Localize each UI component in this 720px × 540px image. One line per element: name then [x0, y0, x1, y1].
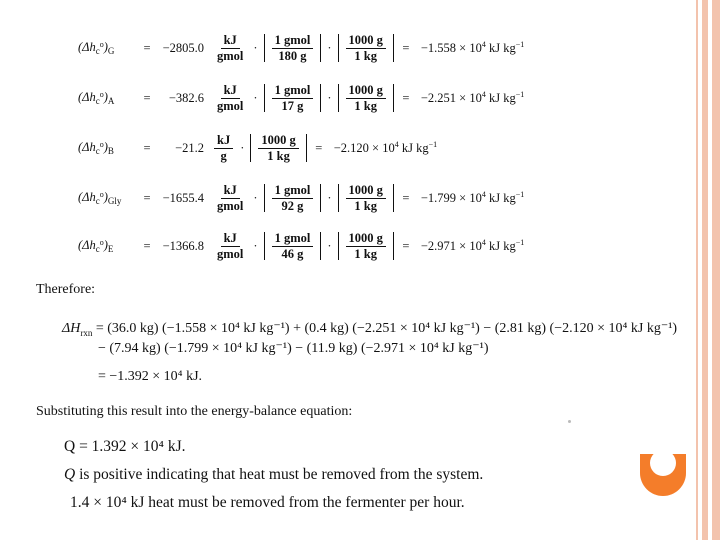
hrxn-equation-line-3: = −1.392 × 10⁴ kJ.	[98, 369, 203, 384]
combustion-value: −2805.0	[162, 40, 204, 55]
conversion-fraction: $\frac{\text{1 gmol}}{180 g}$	[272, 33, 314, 63]
equation-lhs: $(\Delta h_c^o)_B$	[78, 140, 114, 156]
equals-sign: =	[143, 238, 151, 253]
decorative-right-border	[688, 0, 720, 540]
equation-result: $-2.971 \times 10^4$ kJ $kg^{-1}$	[420, 237, 525, 254]
hrxn-equation-line-2: − (7.94 kg) (−1.799 × 10⁴ kJ kg⁻¹) − (11.9 kg) (−2.971 × 10⁴ kJ kg⁻¹)	[98, 341, 489, 356]
equation-lhs: $(\Delta h_c^o)_A$	[78, 90, 115, 106]
stray-dot	[568, 420, 571, 423]
equals-sign: =	[402, 190, 410, 205]
therefore-label: Therefore:	[36, 282, 96, 297]
combustion-value: −1655.4	[162, 190, 204, 205]
equation-row: $(\Delta h_c^o)_B$ = −21.2 $\frac{kJ}{g}$ · $\frac{1000 g}{1 kg}$ = $-2.120 \times 10^4$ kJ $kg^{-1}$	[78, 133, 438, 163]
conversion-fraction: $\frac{1000 g}{1 kg}$	[258, 133, 298, 163]
final-conclusion: 1.4 × 10⁴ kJ heat must be removed from the fermenter per hour.	[70, 494, 465, 511]
hrxn-equation-line-1	[62, 320, 677, 338]
equals-sign: =	[402, 40, 410, 55]
q-result: Q = 1.392 × 10⁴ kJ.	[64, 438, 186, 455]
positive-sentence-text: is positive indicating that heat must be removed from the system.	[75, 466, 484, 483]
unit-fraction: $\frac{kJ}{\text{gmol}}$	[217, 33, 244, 63]
equation-result: $-1.558 \times 10^4$ kJ $kg^{-1}$	[420, 39, 525, 56]
equation-row: $(\Delta h_c^o)_{Gly}$ = −1655.4 $\frac{kJ}{\text{gmol}}$ · $\frac{\text{1 gmol}}{92 g}$ · $\frac{1000 g}{1 kg}$ = $-1.799 \times 10^4$ kJ $kg^{-1}$	[78, 183, 525, 213]
equation-row: $(\Delta h_c^o)_A$ = −382.6 $\frac{kJ}{\text{gmol}}$ · $\frac{\text{1 gmol}}{17 g}$ · $\frac{1000 g}{1 kg}$ = $-2.251 \times 10^4$ kJ $kg^{-1}$	[78, 83, 525, 113]
conversion-fraction: $\frac{\text{1 gmol}}{17 g}$	[272, 83, 314, 113]
conversion-fraction: $\frac{\text{1 gmol}}{46 g}$	[272, 231, 314, 261]
equation-lhs: $(\Delta h_c^o)_E$	[78, 238, 114, 254]
equation-result: $-2.120 \times 10^4$ kJ $kg^{-1}$	[333, 139, 438, 156]
equation-row: $(\Delta h_c^o)_G$ = −2805.0 $\frac{kJ}{\text{gmol}}$ · $\frac{\text{1 gmol}}{180 g}$ · $\frac{1000 g}{1 kg}$ = $-1.558 \times 10^4$ kJ $kg^{-1}$	[78, 33, 525, 63]
combustion-value: −382.6	[168, 90, 204, 105]
substituting-sentence: Substituting this result into the energy-balance equation:	[36, 404, 353, 419]
equals-sign: =	[143, 90, 151, 105]
equation-lhs: $(\Delta h_c^o)_{Gly}$	[78, 190, 122, 206]
combustion-value: −21.2	[175, 140, 204, 155]
equals-sign: =	[143, 140, 151, 155]
equals-sign: =	[143, 40, 151, 55]
equals-sign: =	[315, 140, 323, 155]
conversion-fraction: $\frac{\text{1 gmol}}{92 g}$	[272, 183, 314, 213]
unit-fraction: $\frac{kJ}{\text{gmol}}$	[217, 183, 244, 213]
orange-accent-shape	[640, 454, 686, 496]
equation-result: $-2.251 \times 10^4$ kJ $kg^{-1}$	[420, 89, 525, 106]
equals-sign: =	[143, 190, 151, 205]
unit-fraction: $\frac{kJ}{g}$	[214, 133, 233, 163]
hrxn-symbol: ΔH	[62, 321, 81, 336]
unit-fraction: $\frac{kJ}{\text{gmol}}$	[217, 231, 244, 261]
equals-sign: =	[402, 238, 410, 253]
hrxn-subscript: rxn	[80, 327, 93, 338]
conversion-fraction: $\frac{1000 g}{1 kg}$	[346, 83, 386, 113]
unit-fraction: $\frac{kJ}{\text{gmol}}$	[217, 83, 244, 113]
conversion-fraction: $\frac{1000 g}{1 kg}$	[346, 231, 386, 261]
hrxn-expression-1: = (36.0 kg) (−1.558 × 10⁴ kJ kg⁻¹) + (0.4 kg) (−2.251 × 10⁴ kJ kg⁻¹) − (2.81 kg) (−2.120 × 10⁴ kJ kg⁻¹)	[95, 321, 678, 336]
equals-sign: =	[402, 90, 410, 105]
conversion-fraction: $\frac{1000 g}{1 kg}$	[346, 183, 386, 213]
positive-sentence	[64, 466, 483, 484]
equation-row: $(\Delta h_c^o)_E$ = −1366.8 $\frac{kJ}{\text{gmol}}$ · $\frac{\text{1 gmol}}{46 g}$ · $\frac{1000 g}{1 kg}$ = $-2.971 \times 10^4$ kJ $kg^{-1}$	[78, 231, 525, 261]
combustion-value: −1366.8	[162, 238, 204, 253]
conversion-fraction: $\frac{1000 g}{1 kg}$	[346, 33, 386, 63]
equation-lhs: $(\Delta h_c^o)_G$	[78, 40, 115, 56]
q-symbol: Q	[64, 466, 76, 483]
equation-result: $-1.799 \times 10^4$ kJ $kg^{-1}$	[420, 189, 525, 206]
